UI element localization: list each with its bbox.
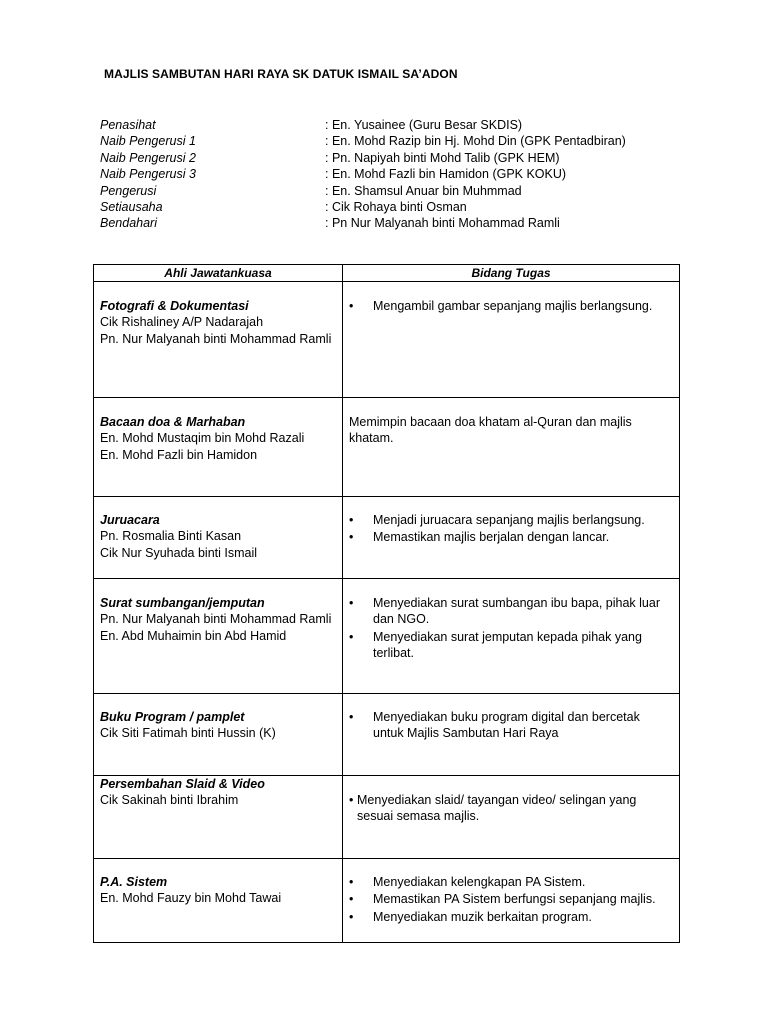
area-title: Fotografi & Dokumentasi bbox=[100, 299, 249, 313]
officer-row-bendahari bbox=[100, 215, 700, 231]
area-title: Persembahan Slaid & Video bbox=[100, 777, 265, 791]
officer-row-naib-pengerusi-2 bbox=[100, 150, 700, 166]
task-list bbox=[349, 792, 673, 825]
officer-role: Penasihat bbox=[100, 118, 156, 132]
task-item: • Menyediakan muzik berkaitan program. bbox=[349, 909, 673, 925]
area-title: Surat sumbangan/jemputan bbox=[100, 596, 265, 610]
officer-name: : En. Mohd Razip bin Hj. Mohd Din (GPK Pentadbiran) bbox=[325, 134, 626, 149]
table-row bbox=[94, 497, 680, 579]
member-name: Cik Sakinah binti Ibrahim bbox=[100, 793, 239, 808]
member-name: Cik Rishaliney A/P Nadarajah bbox=[100, 315, 264, 330]
table-row bbox=[94, 398, 680, 497]
officer-role: Pengerusi bbox=[100, 183, 157, 198]
member-name: Cik Siti Fatimah binti Hussin (K) bbox=[100, 726, 276, 741]
officer-row-naib-pengerusi-3 bbox=[100, 166, 700, 182]
task-text: Memimpin bacaan doa khatam al-Quran dan majlis khatam. bbox=[349, 415, 632, 446]
members-cell bbox=[94, 776, 343, 859]
table-row bbox=[94, 282, 680, 398]
officer-name: : Pn Nur Malyanah binti Mohammad Ramli bbox=[325, 216, 560, 231]
officer-row-naib-pengerusi-1 bbox=[100, 133, 700, 149]
officer-name: : Cik Rohaya binti Osman bbox=[325, 199, 467, 214]
page-title: MAJLIS SAMBUTAN HARI RAYA SK DATUK ISMAIL SA’ADON bbox=[104, 67, 458, 81]
task-item: • Memastikan majlis berjalan dengan lancar. bbox=[349, 529, 673, 545]
task-item: • Menyediakan slaid/ tayangan video/ selingan yang sesuai semasa majlis. bbox=[349, 792, 673, 825]
task-item: • Menjadi juruacara sepanjang majlis berlangsung. bbox=[349, 512, 673, 528]
officer-row-setiausaha bbox=[100, 199, 700, 215]
member-name: En. Mohd Mustaqim bin Mohd Razali bbox=[100, 431, 305, 446]
committee-table bbox=[93, 264, 680, 943]
officer-role: Naib Pengerusi 1 bbox=[100, 134, 196, 149]
officer-row-penasihat bbox=[100, 117, 700, 133]
officers-list bbox=[100, 117, 700, 232]
tasks-cell bbox=[343, 859, 680, 943]
members-cell bbox=[94, 282, 343, 398]
task-list bbox=[349, 874, 673, 925]
members-cell bbox=[94, 694, 343, 776]
officer-role: Naib Pengerusi 2 bbox=[100, 150, 196, 165]
member-name: Pn. Rosmalia Binti Kasan bbox=[100, 529, 242, 544]
task-item: • Menyediakan surat jemputan kepada pihak yang terlibat. bbox=[349, 629, 673, 662]
table-header-row bbox=[94, 265, 680, 282]
member-name: Pn. Nur Malyanah binti Mohammad Ramli bbox=[100, 331, 332, 346]
officer-row-pengerusi bbox=[100, 183, 700, 199]
members-cell bbox=[94, 579, 343, 694]
task-item: • Menyediakan surat sumbangan ibu bapa, pihak luar dan NGO. bbox=[349, 595, 673, 628]
members-cell bbox=[94, 859, 343, 943]
tasks-cell bbox=[343, 282, 680, 398]
task-item: • Memastikan PA Sistem berfungsi sepanjang majlis. bbox=[349, 891, 673, 907]
table-row bbox=[94, 694, 680, 776]
task-item: • Mengambil gambar sepanjang majlis berlangsung. bbox=[349, 298, 673, 314]
column-header-tasks: Bidang Tugas bbox=[343, 265, 680, 282]
officer-name: : En. Shamsul Anuar bin Muhmmad bbox=[325, 183, 522, 198]
officer-name: : Pn. Napiyah binti Mohd Talib (GPK HEM) bbox=[325, 150, 560, 165]
tasks-cell bbox=[343, 497, 680, 579]
table-row bbox=[94, 776, 680, 859]
officer-name: : En. Mohd Fazli bin Hamidon (GPK KOKU) bbox=[325, 167, 567, 182]
task-item: • Menyediakan kelengkapan PA Sistem. bbox=[349, 874, 673, 890]
members-cell bbox=[94, 497, 343, 579]
tasks-cell bbox=[343, 398, 680, 497]
member-name: Pn. Nur Malyanah binti Mohammad Ramli bbox=[100, 612, 332, 627]
task-list bbox=[349, 709, 673, 742]
tasks-cell bbox=[343, 579, 680, 694]
task-list bbox=[349, 512, 673, 546]
task-list bbox=[349, 595, 673, 662]
table-row bbox=[94, 859, 680, 943]
area-title: Bacaan doa & Marhaban bbox=[100, 415, 246, 429]
officer-role: Naib Pengerusi 3 bbox=[100, 167, 196, 182]
tasks-cell bbox=[343, 776, 680, 859]
member-name: Cik Nur Syuhada binti Ismail bbox=[100, 545, 258, 560]
table-row bbox=[94, 579, 680, 694]
officer-name: : En. Yusainee (Guru Besar SKDIS) bbox=[325, 118, 523, 132]
member-name: En. Mohd Fazli bin Hamidon bbox=[100, 447, 258, 462]
tasks-cell bbox=[343, 694, 680, 776]
area-title: Juruacara bbox=[100, 513, 160, 527]
officer-role: Setiausaha bbox=[100, 199, 163, 214]
area-title: P.A. Sistem bbox=[100, 875, 168, 889]
member-name: En. Abd Muhaimin bin Abd Hamid bbox=[100, 628, 287, 643]
members-cell bbox=[94, 398, 343, 497]
member-name: En. Mohd Fauzy bin Mohd Tawai bbox=[100, 891, 282, 906]
officer-role: Bendahari bbox=[100, 216, 157, 231]
column-header-members: Ahli Jawatankuasa bbox=[94, 265, 343, 282]
task-item: • Menyediakan buku program digital dan bercetak untuk Majlis Sambutan Hari Raya bbox=[349, 709, 673, 742]
task-list bbox=[349, 298, 673, 314]
area-title: Buku Program / pamplet bbox=[100, 710, 245, 724]
